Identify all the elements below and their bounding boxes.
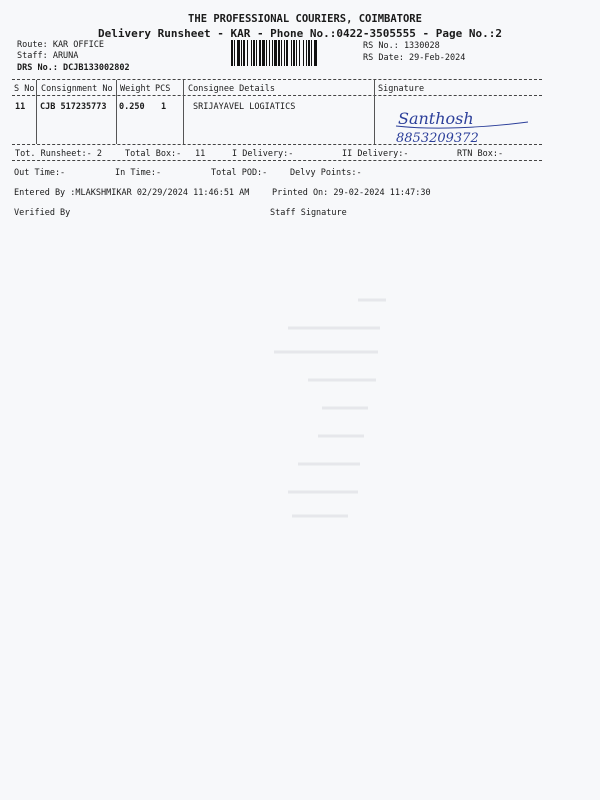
col-divider [183, 80, 184, 144]
row-consignee: SRIJAYAVEL LOGIATICS [193, 102, 296, 112]
staff-label: Staff: ARUNA [17, 51, 79, 61]
barcode-image [231, 40, 358, 66]
tot-runsheet: Tot. Runsheet:- 2 [15, 149, 102, 159]
col-divider [116, 80, 117, 144]
company-title: THE PROFESSIONAL COURIERS, COIMBATORE [188, 13, 422, 25]
table-header-rule [12, 95, 542, 96]
i-delivery: I Delivery:- [232, 149, 294, 159]
entered-by: Entered By :MLAKSHMIKAR 02/29/2024 11:46:51 AM [14, 188, 250, 198]
out-time: Out Time:- [14, 168, 66, 178]
totals-rule [12, 160, 542, 161]
col-header-consignee: Consignee Details [188, 84, 275, 94]
col-header-weight: Weight [120, 84, 151, 94]
ii-delivery: II Delivery:- [342, 149, 409, 159]
col-header-sno: S No [14, 84, 35, 94]
printed-on: Printed On: 29-02-2024 11:47:30 [272, 188, 431, 198]
row-consignment: CJB 517235773 [40, 102, 107, 112]
rs-number: RS No.: 1330028 [363, 41, 440, 51]
handwritten-signature [392, 106, 532, 146]
col-header-signature: Signature [378, 84, 425, 94]
col-divider [374, 80, 375, 144]
total-pod: Total POD:- [211, 168, 268, 178]
col-header-consignment: Consignment No [41, 84, 113, 94]
route-label: Route: KAR OFFICE [17, 40, 104, 50]
bleed-through-marks [268, 280, 398, 530]
col-header-pcs: PCS [155, 84, 171, 94]
verified-by: Verified By [14, 208, 71, 218]
row-sno: 11 [15, 102, 26, 112]
svg-text:8853209372: 8853209372 [396, 131, 479, 146]
total-box-value: 11 [195, 149, 206, 159]
rs-date: RS Date: 29-Feb-2024 [363, 53, 466, 63]
staff-signature: Staff Signature [270, 208, 347, 218]
delvy-points: Delvy Points:- [290, 168, 362, 178]
drs-number: DRS No.: DCJB133002802 [17, 63, 130, 73]
table-top-rule [12, 79, 542, 80]
row-pcs: 1 [161, 102, 167, 112]
in-time: In Time:- [115, 168, 162, 178]
runsheet-title: Delivery Runsheet - KAR - Phone No.:0422-3505555 - Page No.:2 [98, 27, 502, 40]
rtn-box: RTN Box:- [457, 149, 504, 159]
total-box-label: Total Box:- [125, 149, 182, 159]
svg-text:Santhosh: Santhosh [398, 109, 474, 128]
col-divider [36, 80, 37, 144]
row-weight: 0.250 [119, 102, 145, 112]
